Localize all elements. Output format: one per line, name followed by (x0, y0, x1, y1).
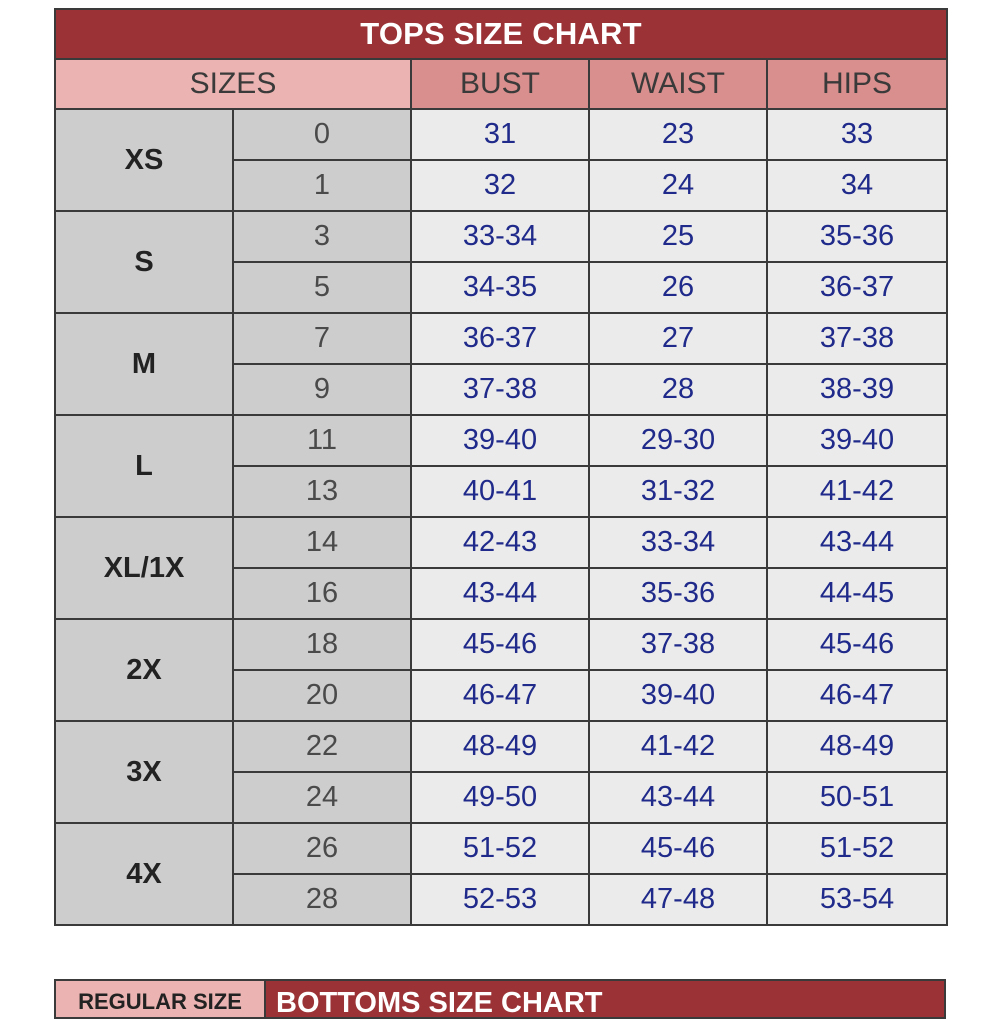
bust-value: 39-40 (411, 415, 589, 466)
bust-value: 52-53 (411, 874, 589, 925)
bust-value: 32 (411, 160, 589, 211)
waist-value: 47-48 (589, 874, 767, 925)
hips-value: 48-49 (767, 721, 947, 772)
hips-value: 46-47 (767, 670, 947, 721)
size-group-label: M (55, 313, 233, 415)
numeric-size: 0 (233, 109, 411, 160)
hips-value: 33 (767, 109, 947, 160)
bottoms-chart-title: BOTTOMS SIZE CHART (266, 981, 944, 1017)
waist-value: 45-46 (589, 823, 767, 874)
size-group-label: 3X (55, 721, 233, 823)
hips-value: 50-51 (767, 772, 947, 823)
bust-value: 45-46 (411, 619, 589, 670)
numeric-size: 1 (233, 160, 411, 211)
table-row (55, 211, 947, 262)
waist-value: 35-36 (589, 568, 767, 619)
waist-value: 26 (589, 262, 767, 313)
table-row (55, 109, 947, 160)
hips-value: 39-40 (767, 415, 947, 466)
numeric-size: 9 (233, 364, 411, 415)
waist-value: 43-44 (589, 772, 767, 823)
waist-value: 37-38 (589, 619, 767, 670)
hips-value: 34 (767, 160, 947, 211)
tops-size-chart-table (54, 8, 948, 926)
numeric-size: 18 (233, 619, 411, 670)
hips-value: 44-45 (767, 568, 947, 619)
bust-value: 48-49 (411, 721, 589, 772)
numeric-size: 22 (233, 721, 411, 772)
table-row (55, 619, 947, 670)
chart-body (55, 109, 947, 925)
waist-value: 27 (589, 313, 767, 364)
numeric-size: 5 (233, 262, 411, 313)
hips-value: 35-36 (767, 211, 947, 262)
title-row (55, 9, 947, 59)
numeric-size: 13 (233, 466, 411, 517)
waist-value: 39-40 (589, 670, 767, 721)
hips-value: 36-37 (767, 262, 947, 313)
size-group-label: L (55, 415, 233, 517)
numeric-size: 16 (233, 568, 411, 619)
header-row (55, 59, 947, 109)
waist-value: 23 (589, 109, 767, 160)
numeric-size: 7 (233, 313, 411, 364)
numeric-size: 24 (233, 772, 411, 823)
chart-title: TOPS SIZE CHART (55, 9, 947, 59)
header-bust: BUST (411, 59, 589, 109)
hips-value: 51-52 (767, 823, 947, 874)
hips-value: 41-42 (767, 466, 947, 517)
bust-value: 46-47 (411, 670, 589, 721)
hips-value: 53-54 (767, 874, 947, 925)
waist-value: 25 (589, 211, 767, 262)
waist-value: 33-34 (589, 517, 767, 568)
waist-value: 29-30 (589, 415, 767, 466)
waist-value: 28 (589, 364, 767, 415)
hips-value: 45-46 (767, 619, 947, 670)
bust-value: 37-38 (411, 364, 589, 415)
waist-value: 31-32 (589, 466, 767, 517)
numeric-size: 14 (233, 517, 411, 568)
table-row (55, 823, 947, 874)
bottoms-size-chart-header (54, 979, 946, 1019)
table-row (55, 517, 947, 568)
waist-value: 41-42 (589, 721, 767, 772)
table-row (55, 313, 947, 364)
table-row (55, 415, 947, 466)
size-group-label: 2X (55, 619, 233, 721)
bust-value: 51-52 (411, 823, 589, 874)
header-hips: HIPS (767, 59, 947, 109)
bust-value: 34-35 (411, 262, 589, 313)
bust-value: 31 (411, 109, 589, 160)
bust-value: 42-43 (411, 517, 589, 568)
regular-size-label: REGULAR SIZE (56, 981, 266, 1017)
numeric-size: 11 (233, 415, 411, 466)
bust-value: 36-37 (411, 313, 589, 364)
numeric-size: 26 (233, 823, 411, 874)
header-sizes: SIZES (55, 59, 411, 109)
bust-value: 40-41 (411, 466, 589, 517)
header-waist: WAIST (589, 59, 767, 109)
hips-value: 38-39 (767, 364, 947, 415)
bust-value: 33-34 (411, 211, 589, 262)
size-group-label: XL/1X (55, 517, 233, 619)
waist-value: 24 (589, 160, 767, 211)
numeric-size: 28 (233, 874, 411, 925)
hips-value: 37-38 (767, 313, 947, 364)
size-group-label: XS (55, 109, 233, 211)
numeric-size: 3 (233, 211, 411, 262)
size-group-label: S (55, 211, 233, 313)
size-group-label: 4X (55, 823, 233, 925)
bust-value: 43-44 (411, 568, 589, 619)
hips-value: 43-44 (767, 517, 947, 568)
numeric-size: 20 (233, 670, 411, 721)
table-row (55, 721, 947, 772)
bust-value: 49-50 (411, 772, 589, 823)
